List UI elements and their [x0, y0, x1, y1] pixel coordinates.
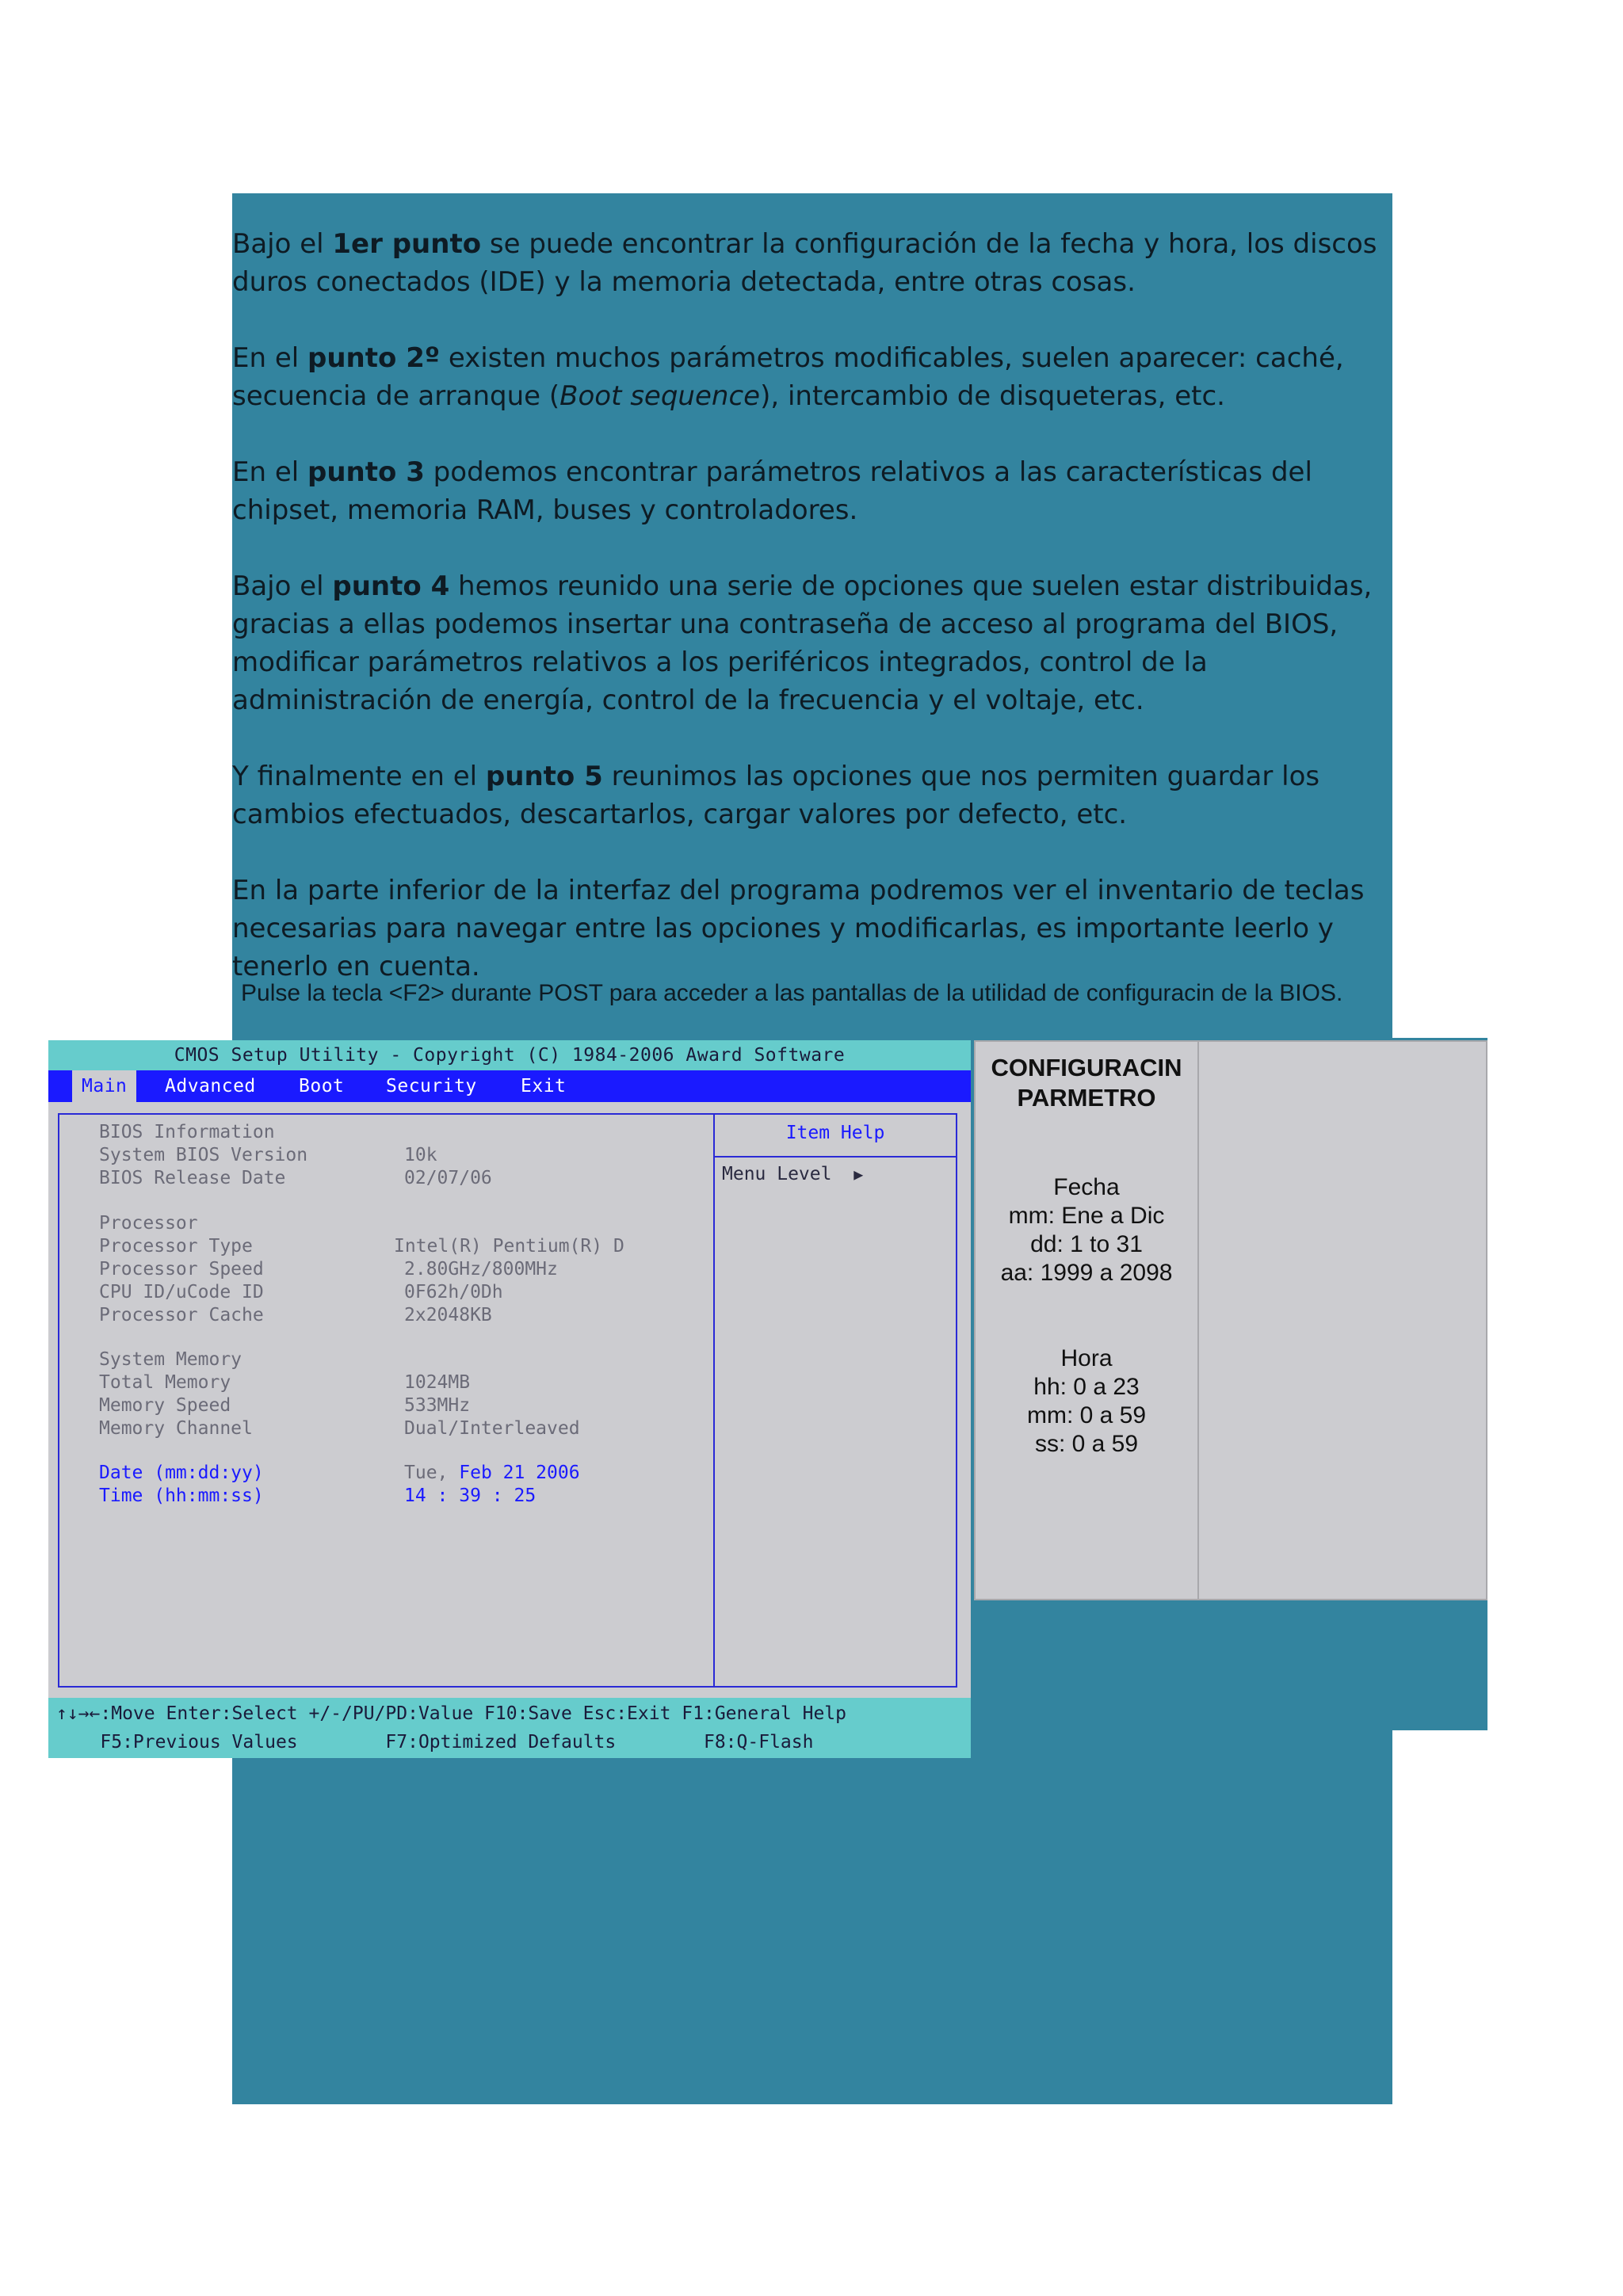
hora-mm: mm: 0 a 59 [1026, 1402, 1147, 1428]
paragraph-1: Bajo el 1er punto se puede encontrar la configuración de la fecha y hora, los discos duros conectados (IDE) y la memoria detectada, entre otras cosas. [232, 228, 1377, 298]
config-ranges [976, 1173, 1197, 1459]
info-row-processor-cache: Processor Cache 2x2048KB [99, 1305, 492, 1325]
paragraph-5: Y finalmente en el punto 5 reunimos las opciones que nos permiten guardar los cambios efectuados, descartarlos, cargar valores por defecto, etc. [232, 761, 1320, 830]
date-setting[interactable]: Date (mm:dd:yy) Tue, Feb 21 2006 [99, 1463, 580, 1483]
config-heading: CONFIGURACIN PARMETRO [991, 1054, 1182, 1112]
menu-level: Menu Level ▶ [722, 1164, 864, 1184]
hora-ss: ss: 0 a 59 [1034, 1431, 1139, 1457]
paragraph-3: En el punto 3 podemos encontrar parámetros relativos a las características del chipset, memoria RAM, buses y controladores. [232, 456, 1312, 526]
info-row-processor-speed: Processor Speed 2.80GHz/800MHz [99, 1259, 558, 1280]
time-setting[interactable]: Time (hh:mm:ss) 14 : 39 : 25 [99, 1486, 537, 1506]
info-row-cpu-id: CPU ID/uCode ID 0F62h/0Dh [99, 1282, 503, 1302]
info-row-processor: Processor [99, 1213, 198, 1234]
info-row-total-memory: Total Memory 1024MB [99, 1372, 471, 1393]
tab-exit[interactable]: Exit [521, 1076, 567, 1097]
bios-menu-bar [48, 1070, 971, 1102]
intro-text [232, 225, 1392, 1024]
paragraph-2: En el punto 2º existen muchos parámetros modificables, suelen aparecer: caché, secuencia de arranque (Boot sequence), intercambio de disqueteras, etc. [232, 342, 1344, 412]
info-row-memory-speed: Memory Speed 533MHz [99, 1395, 471, 1416]
config-parameter-panel [974, 1040, 1487, 1600]
hora-hh: hh: 0 a 23 [1033, 1374, 1140, 1400]
tab-boot[interactable]: Boot [299, 1076, 345, 1097]
bios-screen [48, 1040, 971, 1758]
bios-title-bar: CMOS Setup Utility - Copyright (C) 1984-2006 Award Software [48, 1040, 971, 1070]
tab-security[interactable]: Security [386, 1076, 477, 1097]
fecha-aa: aa: 1999 a 2098 [1000, 1260, 1173, 1286]
info-row-bios-information: BIOS Information [99, 1122, 275, 1142]
paragraph-6: En la parte inferior de la interfaz del programa podremos ver el inventario de teclas necesarias para navegar entre las opciones y modificarlas, es importante leerlo y tenerlo en cuenta. [232, 875, 1365, 982]
item-help-title: Item Help [785, 1123, 885, 1143]
info-row-system-memory: System Memory [99, 1349, 242, 1370]
info-row-bios-release-date: BIOS Release Date 02/07/06 [99, 1168, 492, 1188]
time-value[interactable]: 14 : 39 : 25 [404, 1486, 537, 1506]
key-legend-line-2: F5:Previous Values F7:Optimized Defaults F8:Q-Flash [56, 1732, 814, 1753]
key-legend-line-1: ↑↓→←:Move Enter:Select +/-/PU/PD:Value F10:Save Esc:Exit F1:General Help [56, 1703, 846, 1724]
figure-caption: Pulse la tecla <F2> durante POST para acceder a las pantallas de la utilidad de configuracin de la BIOS. [241, 980, 1343, 1006]
tab-main[interactable]: Main [72, 1070, 136, 1102]
fecha-dd: dd: 1 to 31 [1030, 1231, 1143, 1257]
tab-advanced[interactable]: Advanced [165, 1076, 256, 1097]
info-row-memory-channel: Memory Channel Dual/Interleaved [99, 1418, 580, 1439]
fecha-label: Fecha [1053, 1174, 1120, 1200]
info-row-processor-type: Processor Type Intel(R) Pentium(R) D [99, 1236, 624, 1257]
bios-main-frame [58, 1113, 957, 1688]
paragraph-4: Bajo el punto 4 hemos reunido una serie de opciones que suelen estar distribuidas, gracias a ellas podemos insertar una contraseña de acceso al programa del BIOS, modificar parámetros relativos a los periféricos integrados, control de la administración de energía, control de la frecuencia y el voltaje, etc. [232, 570, 1373, 716]
info-row-system-bios-version: System BIOS Version 10k [99, 1145, 437, 1165]
config-divider [1197, 1042, 1199, 1599]
hora-label: Hora [1060, 1345, 1113, 1371]
help-divider [713, 1115, 715, 1686]
date-value[interactable]: Feb 21 2006 [459, 1463, 580, 1483]
triangle-right-icon: ▶ [854, 1165, 864, 1184]
help-header-line [715, 1156, 956, 1158]
bios-key-legend [48, 1698, 971, 1758]
fecha-mm: mm: Ene a Dic [1008, 1203, 1165, 1229]
